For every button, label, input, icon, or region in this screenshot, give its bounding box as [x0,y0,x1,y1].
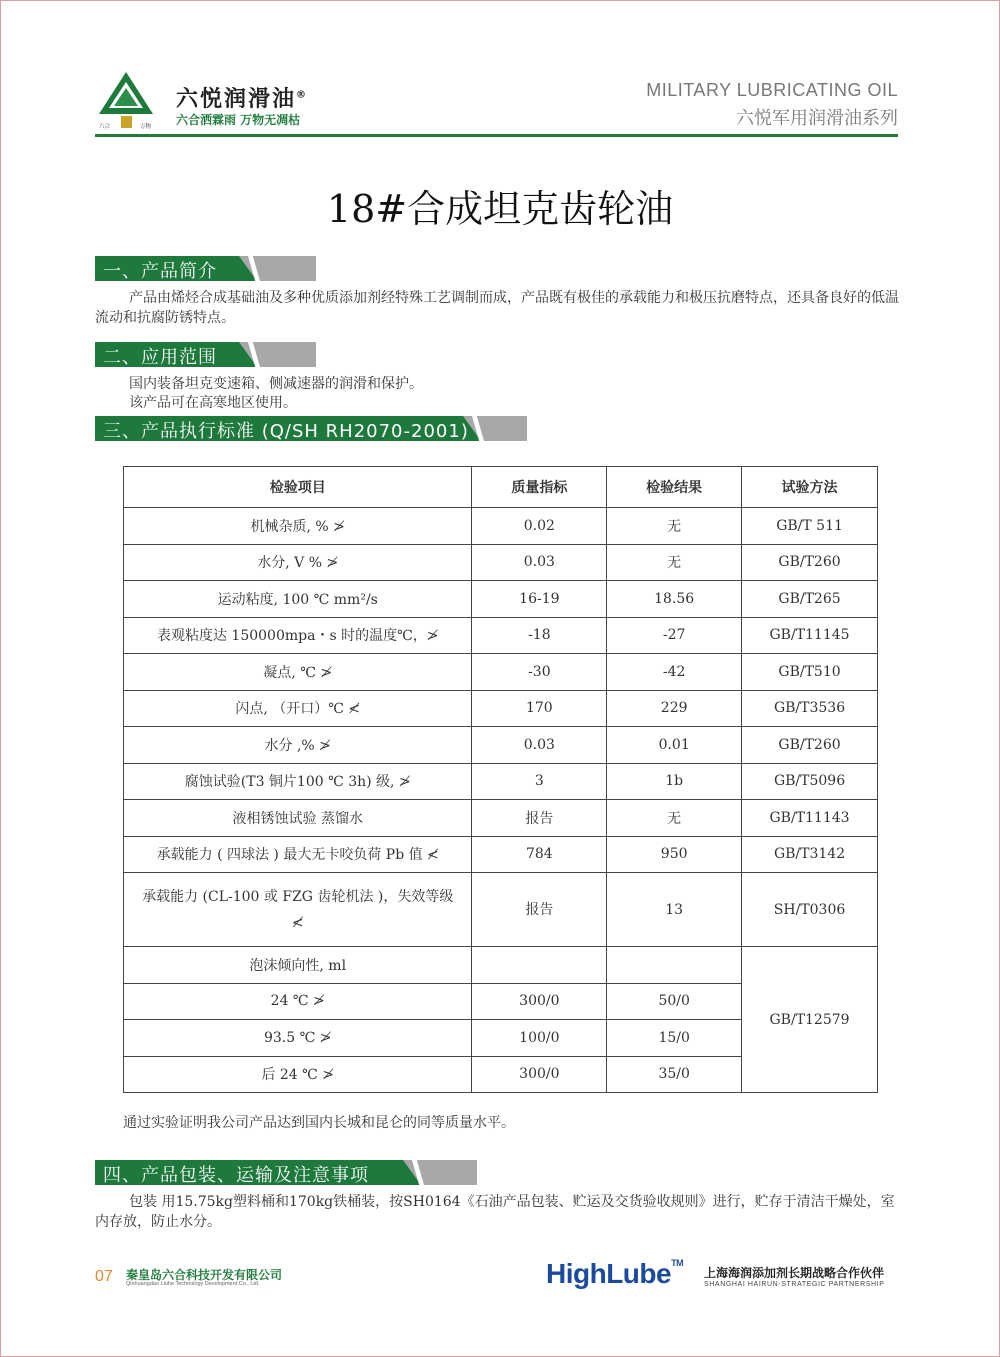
table-cell: 15/0 [607,1020,742,1057]
table-cell: SH/T0306 [742,873,878,947]
table-cell: 35/0 [607,1056,742,1093]
table-row [124,763,878,800]
table-header-cell: 检验项目 [124,467,472,508]
company-name: 秦皇岛六合科技开发有限公司 [126,1268,283,1282]
table-cell: 报告 [472,873,607,947]
table-row [124,508,878,545]
table-row [124,800,878,837]
table-cell: 0.03 [472,544,607,581]
table-cell: 水分 ,% ≯ [124,727,472,764]
table-cell: GB/T5096 [742,763,878,800]
package-paragraph: 包装 用15.75kg塑料桶和170kg铁桶装，按SH0164《石油产品包装、贮运及交货验收规则》进行，贮存于清洁干燥处，室内存放，防止水分。 [95,1194,895,1230]
table-cell: GB/T265 [742,581,878,618]
table-cell: 170 [472,690,607,727]
intro-paragraph: 产品由烯烃合成基础油及多种优质添加剂经特殊工艺调制而成，产品既有极佳的承载能力和极压抗磨特点，还具备良好的低温流动和抗腐防锈特点。 [95,290,899,326]
table-header-row [124,467,878,508]
table-row [124,727,878,764]
table-header-cell: 试验方法 [742,467,878,508]
table-cell: 无 [607,544,742,581]
table-cell: 16-19 [472,581,607,618]
page-title: 18#合成坦克齿轮油 [326,187,674,231]
table-cell: 承载能力 (CL-100 或 FZG 齿轮机法 )，失效等级 ≮ [124,873,472,947]
section-header-intro [95,256,316,281]
table-cell: GB/T11145 [742,617,878,654]
table-cell: 0.03 [472,727,607,764]
table-cell: -27 [607,617,742,654]
series-title-en: MILITARY LUBRICATING OIL [646,80,898,100]
table-row [124,836,878,873]
table-cell: 3 [472,763,607,800]
table-row [124,654,878,691]
table-cell: GB/T11143 [742,800,878,837]
table-cell: 闪点, （开口）℃ ≮ [124,690,472,727]
table-cell: 229 [607,690,742,727]
table-header-cell: 检验结果 [607,467,742,508]
brand-name: 六悦润滑油® [176,87,309,112]
section-label: 三、产品执行标准 (Q/SH RH2070-2001) [103,421,469,442]
section-label: 一、产品简介 [103,261,217,282]
usage-line-1: 国内装备坦克变速箱、侧减速器的润滑和保护。 [129,376,423,392]
quality-note: 通过实验证明我公司产品达到国内长城和昆仑的同等质量水平。 [123,1115,515,1131]
table-cell: 784 [472,836,607,873]
brand-slogan: 六合洒霖雨 万物无凋枯 [176,113,301,127]
table-cell: 泡沫倾向性, ml [124,947,472,984]
table-cell: 300/0 [472,983,607,1020]
table-cell: 无 [607,800,742,837]
table-cell: GB/T 511 [742,508,878,545]
partner-text-en: SHANGHAI HAIRUN-STRATEGIC PARTNERSHIP [704,1281,885,1288]
mountain-logo-icon [95,70,157,132]
table-cell: 950 [607,836,742,873]
table-cell: 运动粘度, 100 ℃ mm²/s [124,581,472,618]
svg-text:六合: 六合 [99,124,111,130]
table-cell: GB/T510 [742,654,878,691]
table-cell: 93.5 ℃ ≯ [124,1020,472,1057]
table-cell [472,947,607,984]
table-cell: -18 [472,617,607,654]
section-label: 四、产品包装、运输及注意事项 [103,1165,369,1186]
table-cell: 后 24 ℃ ≯ [124,1056,472,1093]
table-cell: 表观粘度达 150000mpa・s 时的温度℃，≯ [124,617,472,654]
table-cell: 13 [607,873,742,947]
table-cell: 50/0 [607,983,742,1020]
series-title-cn: 六悦军用润滑油系列 [736,108,898,129]
table-header-cell: 质量指标 [472,467,607,508]
svg-text:万物: 万物 [140,124,152,130]
table-cell: 机械杂质, % ≯ [124,508,472,545]
table-row [124,873,878,947]
table-cell: 水分, V % ≯ [124,544,472,581]
table-row [124,581,878,618]
table-row [124,617,878,654]
section-header-standard [95,416,527,441]
table-cell: 液相锈蚀试验 蒸馏水 [124,800,472,837]
table-cell: 300/0 [472,1056,607,1093]
table-row [124,947,878,984]
table-cell: 1b [607,763,742,800]
header-rule [95,134,898,137]
table-row [124,544,878,581]
table-cell: 无 [607,508,742,545]
section-header-usage [95,342,316,367]
table-cell: -30 [472,654,607,691]
table-cell: 凝点, ℃ ≯ [124,654,472,691]
table-row [124,690,878,727]
page-number: 07 [95,1268,113,1285]
section-label: 二、应用范围 [103,347,217,368]
table-cell: 18.56 [607,581,742,618]
table-cell: 100/0 [472,1020,607,1057]
table-cell [607,947,742,984]
spec-table [123,466,878,1093]
table-cell: -42 [607,654,742,691]
table-cell: GB/T3536 [742,690,878,727]
highlube-logo: HighLube™ [546,1258,684,1289]
company-name-en: Qinhuangdao Liuhe Technology Development Co., Ltd. [126,1281,260,1287]
usage-line-2: 该产品可在高寒地区使用。 [129,395,297,411]
table-cell: 0.02 [472,508,607,545]
table-cell: 报告 [472,800,607,837]
table-cell: GB/T12579 [742,947,878,1093]
table-cell: 承载能力 ( 四球法 ) 最大无卡咬负荷 Pb 值 ≮ [124,836,472,873]
table-cell: 0.01 [607,727,742,764]
table-cell: 腐蚀试验(T3 铜片100 ℃ 3h) 级, ≯ [124,763,472,800]
table-cell: GB/T260 [742,544,878,581]
partner-text-cn: 上海海润添加剂长期战略合作伙伴 [704,1266,885,1280]
section-header-package [95,1160,477,1185]
table-cell: GB/T260 [742,727,878,764]
table-cell: GB/T3142 [742,836,878,873]
table-cell: 24 ℃ ≯ [124,983,472,1020]
